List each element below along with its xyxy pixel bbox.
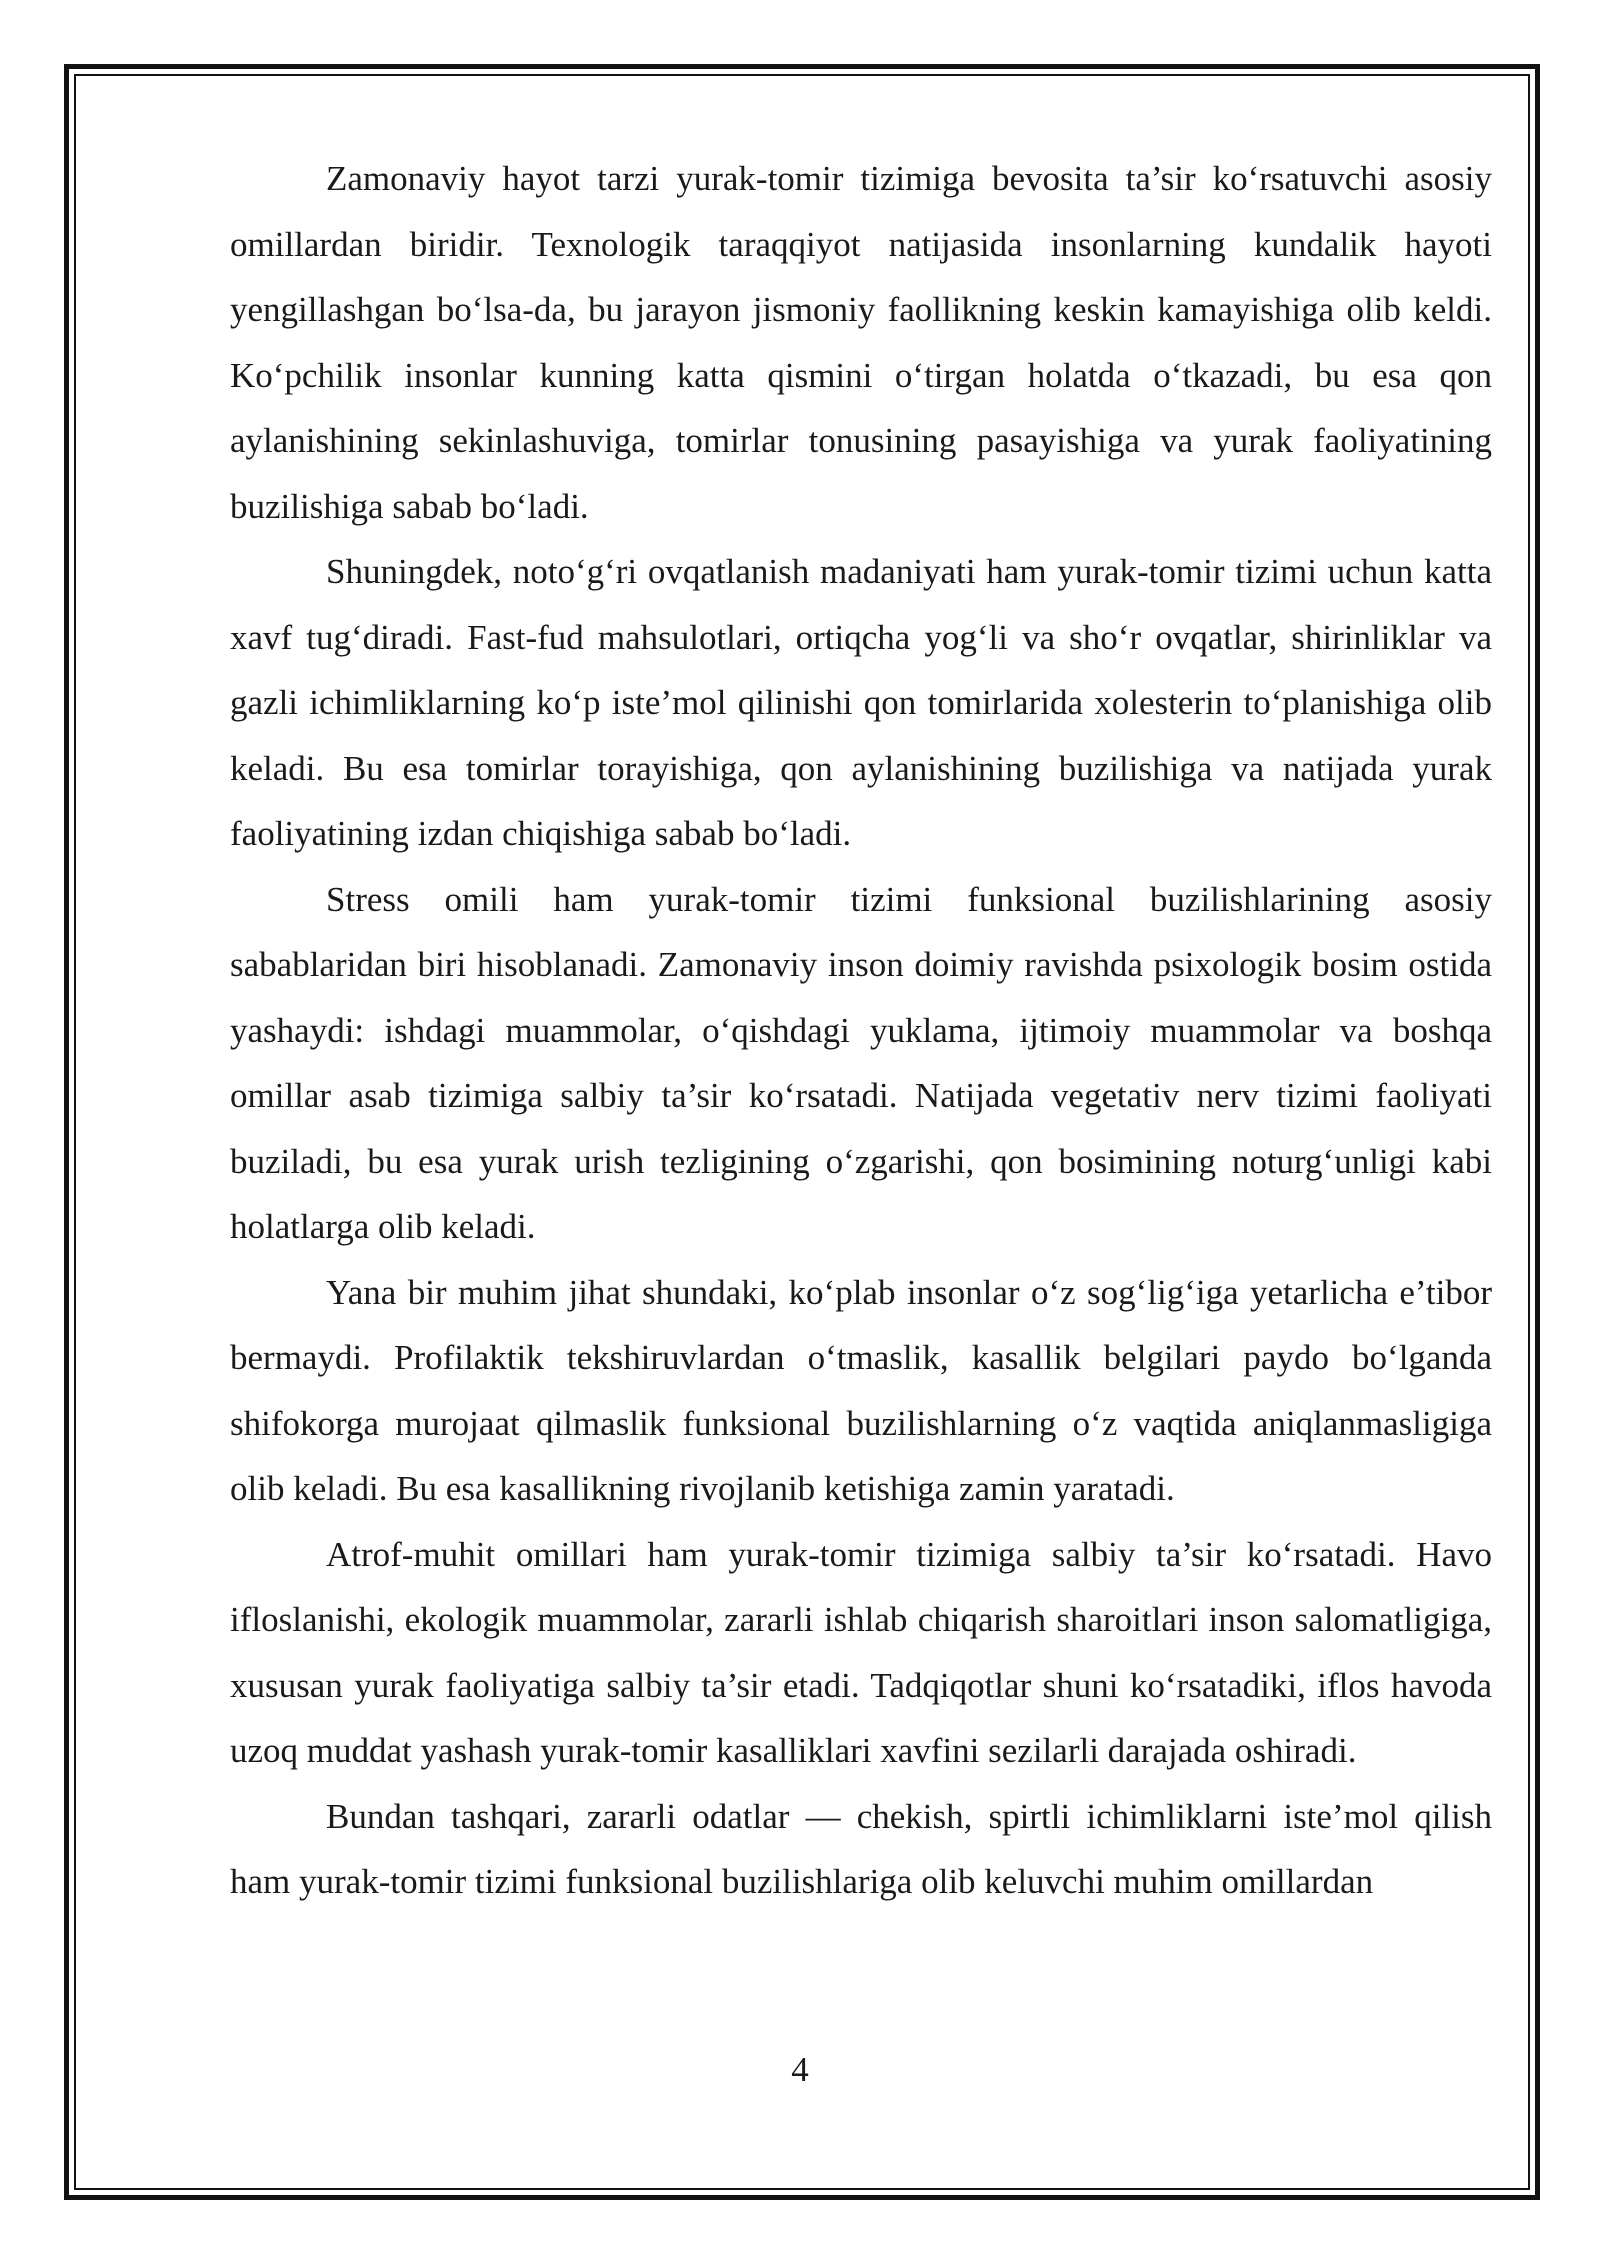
document-body (230, 146, 1492, 1915)
paragraph-2: Shuningdek, noto‘g‘ri ovqatlanish madaniyati ham yurak-tomir tizimi uchun katta xavf tug‘diradi. Fast-fud mahsulotlari, ortiqcha yog‘li va sho‘r ovqatlar, shirinliklar va gazli ichimliklarning ko‘p iste’mol qilinishi qon tomirlarida xolesterin to‘planishiga olib keladi. Bu esa tomirlar torayishiga, qon aylanishining buzilishiga va natijada yurak faoliyatining izdan chiqishiga sabab bo‘ladi. (230, 552, 1492, 853)
paragraph-3: Stress omili ham yurak-tomir tizimi funksional buzilishlarining asosiy sabablaridan biri hisoblanadi. Zamonaviy inson doimiy ravishda psixologik bosim ostida yashaydi: ishdagi muammolar, o‘qishdagi yuklama, ijtimoiy muammolar va boshqa omillar asab tizimiga salbiy ta’sir ko‘rsatadi. Natijada vegetativ nerv tizimi faoliyati buziladi, bu esa yurak urish tezligining o‘zgarishi, qon bosimining noturg‘unligi kabi holatlarga olib keladi. (230, 879, 1492, 1246)
page-number: 4 (791, 2050, 809, 2089)
paragraph-6: Bundan tashqari, zararli odatlar — chekish, spirtli ichimliklarni iste’mol qilish ham yurak-tomir tizimi funksional buzilishlariga olib keluvchi muhim omillardan (230, 1796, 1492, 1901)
paragraph-1: Zamonaviy hayot tarzi yurak-tomir tizimiga bevosita ta’sir ko‘rsatuvchi asosiy omillardan biridir. Texnologik taraqqiyot natijasida insonlarning kundalik hayoti yengillashgan bo‘lsa-da, bu jarayon jismoniy faollikning keskin kamayishiga olib keldi. Ko‘pchilik insonlar kunning katta qismini o‘tirgan holatda o‘tkazadi, bu esa qon aylanishining sekinlashuviga, tomirlar tonusining pasayishiga va yurak faoliyatining buzilishiga sabab bo‘ladi. (230, 159, 1492, 526)
paragraph-5: Atrof-muhit omillari ham yurak-tomir tizimiga salbiy ta’sir ko‘rsatadi. Havo ifloslanishi, ekologik muammolar, zararli ishlab chiqarish sharoitlari inson salomatligiga, xususan yurak faoliyatiga salbiy ta’sir etadi. Tadqiqotlar shuni ko‘rsatadiki, iflos havoda uzoq muddat yashash yurak-tomir kasalliklari xavfini sezilarli darajada oshiradi. (230, 1534, 1492, 1770)
paragraph-4: Yana bir muhim jihat shundaki, ko‘plab insonlar o‘z sog‘lig‘iga yetarlicha e’tibor bermaydi. Profilaktik tekshiruvlardan o‘tmaslik, kasallik belgilari paydo bo‘lganda shifokorga murojaat qilmaslik funksional buzilishlarning o‘z vaqtida aniqlanmasligiga olib keladi. Bu esa kasallikning rivojlanib ketishiga zamin yaratadi. (230, 1272, 1492, 1508)
